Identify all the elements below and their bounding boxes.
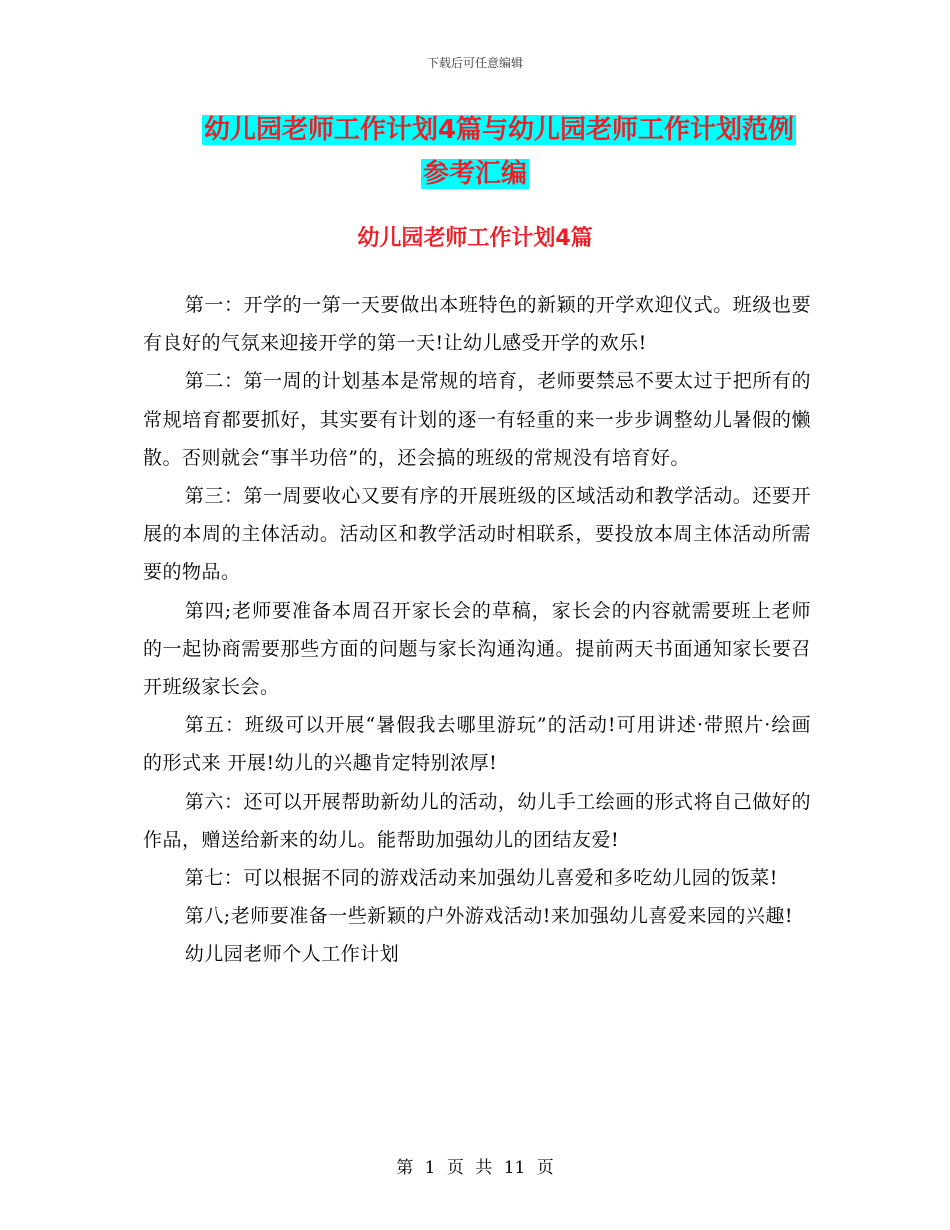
paragraph-9: 幼儿园老师个人工作计划 [184, 943, 400, 966]
title-line-2-text: 参考汇编 [422, 159, 527, 189]
section-heading: 幼儿园老师工作计划4篇 [357, 226, 593, 251]
body-content [143, 286, 811, 974]
paragraph-3: 第三：第一周要收心又要有序的开展班级的区域活动和教学活动。还要开展的本周的主体活动。活动区和教学活动时相联系，要投放本周主体活动所需要的物品。 [143, 485, 811, 584]
title-line-1-text: 幼儿园老师工作计划4篇与幼儿园老师工作计划范例 [203, 115, 795, 145]
paragraph-8: 第八;老师要准备一些新颖的户外游戏活动!来加强幼儿喜爱来园的兴趣! [184, 905, 793, 928]
page-footer: 第 1 页 共 11 页 [396, 1158, 554, 1178]
document-title [0, 108, 950, 196]
title-line-1 [0, 108, 950, 152]
paragraph-5: 第五：班级可以开展“暑假我去哪里游玩”的活动!可用讲述·带照片·绘画的形式来 开展!幼儿的兴趣肯定特别浓厚! [143, 714, 811, 775]
paragraph-2: 第二：第一周的计划基本是常规的培育，老师要禁忌不要太过于把所有的常规培育都要抓好，其实要有计划的逐一有轻重的来一步步调整幼儿暑假的懒散。否则就会“事半功倍”的，还会搞的班级的常规没有培育好。 [143, 370, 811, 469]
paragraph-1: 第一：开学的一第一天要做出本班特色的新颖的开学欢迎仪式。班级也要有良好的气氛来迎接开学的第一天!让幼儿感受开学的欢乐! [143, 294, 811, 355]
title-line-2 [0, 152, 950, 196]
paragraph-7: 第七：可以根据不同的游戏活动来加强幼儿喜爱和多吃幼儿园的饭菜! [184, 867, 778, 890]
paragraph-6: 第六：还可以开展帮助新幼儿的活动，幼儿手工绘画的形式将自己做好的作品，赠送给新来的幼儿。能帮助加强幼儿的团结友爱! [143, 790, 811, 851]
paragraph-4: 第四;老师要准备本周召开家长会的草稿，家长会的内容就需要班上老师的一起协商需要那些方面的问题与家长沟通沟通。提前两天书面通知家长要召开班级家长会。 [143, 599, 811, 699]
header-note: 下载后可任意编辑 [426, 56, 523, 70]
